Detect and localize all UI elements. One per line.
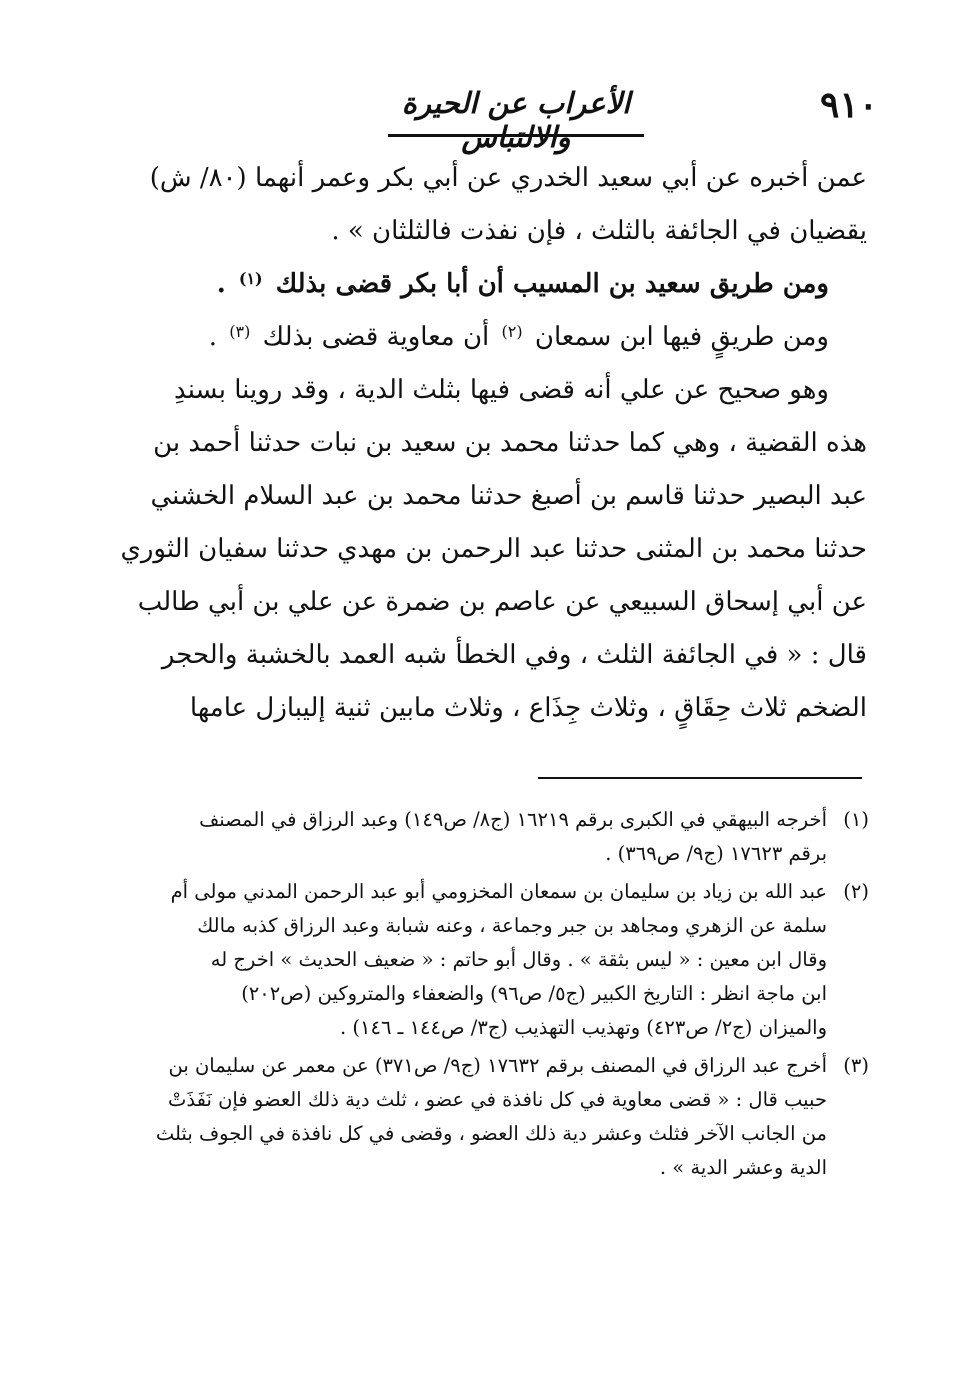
footnote-number: (٣) [843, 1054, 869, 1077]
text-line: حدثنا محمد بن المثنى حدثنا عبد الرحمن بن مهدي حدثنا سفيان الثوري [120, 534, 867, 564]
footnote-2 [129, 875, 869, 1045]
footnote-line: ابن ماجة انظر : التاريخ الكبير (ج٥/ ص٩٦) والضعفاء والمتروكين (ص٢٠٢) [241, 982, 827, 1005]
footnote-line: برقم ١٧٦٢٣ (ج٩/ ص٣٦٩) . [605, 842, 827, 865]
text-line: يقضيان في الجائفة بالثلث ، فإن نفذت فالثلثان » . [331, 216, 867, 246]
text-line: الضخم ثلاث حِقَاقٍ ، وثلاث جِذَاع ، وثلاث مابين ثنية إليبازل عامها [189, 693, 867, 723]
text-line: عن أبي إسحاق السبيعي عن عاصم بن ضمرة عن علي بن أبي طالب [137, 587, 867, 617]
footnote-number: (٢) [843, 880, 869, 903]
footnote-line: من الجانب الآخر فثلث وعشر دية ذلك العضو ، وقضى في كل نافذة في الجوف بثلث [155, 1122, 827, 1145]
footnote-line: سلمة عن الزهري ومجاهد بن جبر وجماعة ، وعنه شبابة وعبد الرزاق كذبه مالك [197, 914, 827, 937]
main-text [92, 152, 867, 735]
footnote-line: عبد الله بن زياد بن سليمان بن سمعان المخزومي أبو عبد الرحمن المدني مولى أم [170, 880, 827, 903]
text-line: عبد البصير حدثنا قاسم بن أصبغ حدثنا محمد بن عبد السلام الخشني [150, 481, 867, 511]
text-line: قال : « في الجائفة الثلث ، وفي الخطأ شبه العمد بالخشبة والحجر [161, 640, 867, 670]
footnote-number: (١) [843, 808, 869, 831]
footnote-line: والميزان (ج٢/ ص٤٢٣) وتهذيب التهذيب (ج٣/ ص١٤٤ ـ ١٤٦) . [340, 1016, 827, 1039]
footnote-line: أخرجه البيهقي في الكبرى برقم ١٦٢١٩ (ج٨/ ص١٤٩) وعبد الرزاق في المصنف [199, 808, 827, 831]
period: . [208, 322, 218, 352]
footnote-line: حبيب قال : « قضى معاوية في كل نافذة في عضو ، ثلث دية ذلك العضو فإن نَفَذَتْ [168, 1088, 827, 1111]
footnote-line: أخرج عبد الرزاق في المصنف برقم ١٧٦٣٢ (ج٩/ ص٣٧١) عن معمر عن سليمان بن [168, 1054, 827, 1077]
footnote-ref: (٣) [229, 322, 251, 341]
running-title: الأعراب عن الحيرة والالتباس [401, 86, 631, 154]
footnote-separator [538, 777, 862, 779]
paragraph-mussayab [92, 258, 867, 311]
paragraph-text: ومن طريقٍ فيها ابن سمعان [534, 322, 829, 352]
footnote-ref: (١) [238, 269, 263, 288]
footnote-3 [129, 1049, 869, 1185]
paragraph-ali-first-line: وهو صحيح عن علي أنه قضى فيها بثلث الدية ، وقد روينا بسندِ [174, 375, 829, 405]
footnote-ref: (٢) [501, 322, 523, 341]
footnote-line: الدية وعشر الدية » . [659, 1156, 827, 1179]
period: . [216, 269, 226, 299]
paragraph-text: أن معاوية قضى بذلك [262, 322, 490, 352]
footnote-1 [129, 803, 869, 871]
header-rule [388, 134, 644, 137]
paragraph-samaan [92, 311, 867, 364]
footnote-line: وقال ابن معين : « ليس بثقة » . وقال أبو حاتم : « ضعيف الحديث » اخرج له [210, 948, 827, 971]
page-number: ٩١٠ [819, 84, 878, 126]
page-header [118, 78, 878, 154]
text-line: عمن أخبره عن أبي سعيد الخدري عن أبي بكر وعمر أنهما (٨٠/ ش) [149, 163, 867, 193]
paragraph-text: ومن طريق سعيد بن المسيب أن أبا بكر قضى بذلك [275, 269, 829, 299]
text-line: هذه القضية ، وهي كما حدثنا محمد بن سعيد بن نبات حدثنا أحمد بن [153, 428, 867, 458]
footnotes [129, 803, 869, 1189]
